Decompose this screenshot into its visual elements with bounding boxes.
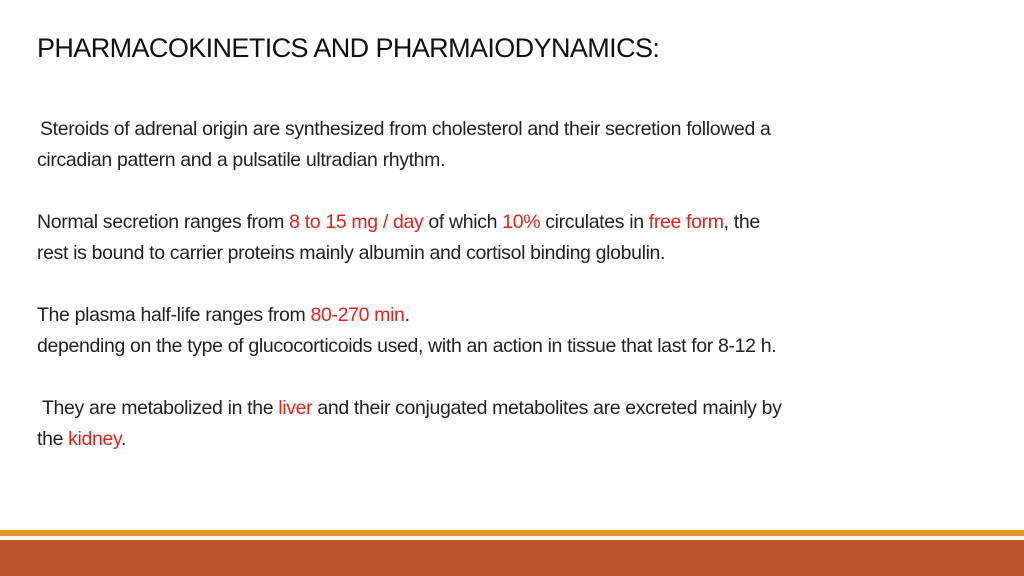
half-life-text-2: .: [404, 304, 410, 326]
liver-highlight: liver: [278, 397, 313, 419]
metabolism-text-4: .: [120, 428, 127, 450]
slide-title: PHARMACOKINETICS AND PHARMAIODYNAMICS:: [37, 33, 660, 63]
metabolism-line-2: [37, 424, 987, 455]
metabolism-text-2: and their conjugated metabolites are excreted mainly by: [312, 397, 782, 419]
synthesis-line-2: circadian pattern and a pulsatile ultradian rhythm.: [37, 149, 446, 171]
footer-accent-stripe: [0, 530, 1024, 536]
half-life-highlight: 80-270 min: [310, 304, 405, 326]
paragraph-synthesis: [37, 114, 987, 176]
secretion-line-2: rest is bound to carrier proteins mainly albumin and cortisol binding globulin.: [37, 242, 666, 264]
kidney-highlight: kidney: [68, 428, 121, 450]
secretion-rate-highlight: 8 to 15 mg / day: [289, 211, 424, 233]
metabolism-line-1: [37, 393, 987, 424]
secretion-text-2: of which: [423, 211, 503, 233]
secretion-text-1: Normal secretion ranges from: [37, 211, 290, 233]
half-life-line-2: depending on the type of glucocorticoids used, with an action in tissue that last for 8-12 h.: [37, 335, 777, 357]
secretion-text-3: circulates in: [540, 211, 649, 233]
secretion-line-1: [37, 207, 987, 238]
half-life-text-1: The plasma half-life ranges from: [37, 304, 311, 326]
half-life-line-1: [37, 300, 987, 331]
paragraph-metabolism: [37, 393, 987, 455]
paragraph-half-life: [37, 300, 987, 362]
synthesis-line-1: Steroids of adrenal origin are synthesized from cholesterol and their secretion followed a: [40, 118, 771, 140]
metabolism-text-3: the: [37, 428, 69, 450]
secretion-text-4: , the: [723, 211, 760, 233]
free-form-highlight: free form: [648, 211, 724, 233]
paragraph-secretion: [37, 207, 987, 269]
footer-bar: [0, 540, 1024, 576]
metabolism-text-1: They are metabolized in the: [42, 397, 279, 419]
free-percent-highlight: 10%: [502, 211, 541, 233]
slide-body: [37, 114, 987, 486]
